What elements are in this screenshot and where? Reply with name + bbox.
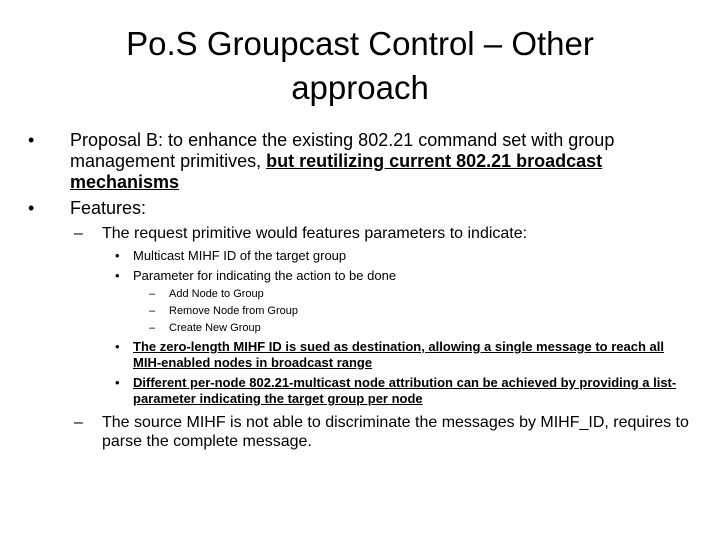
bullet-marker: • <box>115 248 120 263</box>
bullet-text: Parameter for indicating the action to be done <box>133 268 397 283</box>
proposal-text: Proposal B: to enhance the existing 802.21 command set with group management primitives, <box>70 130 615 171</box>
bullet-marker: – <box>149 288 156 300</box>
bullet-marker: – <box>149 305 156 317</box>
bullet-text: Different per-node 802.21-multicast node attribution can be achieved by providing a list-parameter indicating the target group per node <box>133 375 677 406</box>
bullet-marker: • <box>115 268 120 283</box>
bullet-text: Features: <box>70 198 147 218</box>
bullet-text: Multicast MIHF ID of the target group <box>133 248 347 263</box>
slide-title: Po.S Groupcast Control – Other approach <box>126 25 594 106</box>
bullet-marker: – <box>74 414 83 431</box>
bullet-text: Add Node to Group <box>169 288 264 300</box>
bullet-text: The zero-length MIHF ID is sued as destination, allowing a single message to reach all MIH-enabled nodes in broadcast range <box>133 339 664 370</box>
bullet-marker: • <box>115 339 120 354</box>
bullet-marker: – <box>74 225 83 242</box>
proposal-emphasis: but reutilizing current 802.21 broadcast mechanisms <box>70 151 603 192</box>
bullet-marker: • <box>28 198 35 218</box>
bullet-text: Remove Node from Group <box>169 305 298 317</box>
bullet-text: The request primitive would features parameters to indicate: <box>102 225 528 242</box>
bullet-text <box>70 130 690 193</box>
bullet-marker: – <box>149 322 156 334</box>
bullet-marker: • <box>28 130 35 150</box>
bullet-marker: • <box>115 375 120 390</box>
bullet-text: Create New Group <box>169 322 261 334</box>
bullet-text: The source MIHF is not able to discriminate the messages by MIHF_ID, requires to parse the complete message. <box>102 414 689 450</box>
